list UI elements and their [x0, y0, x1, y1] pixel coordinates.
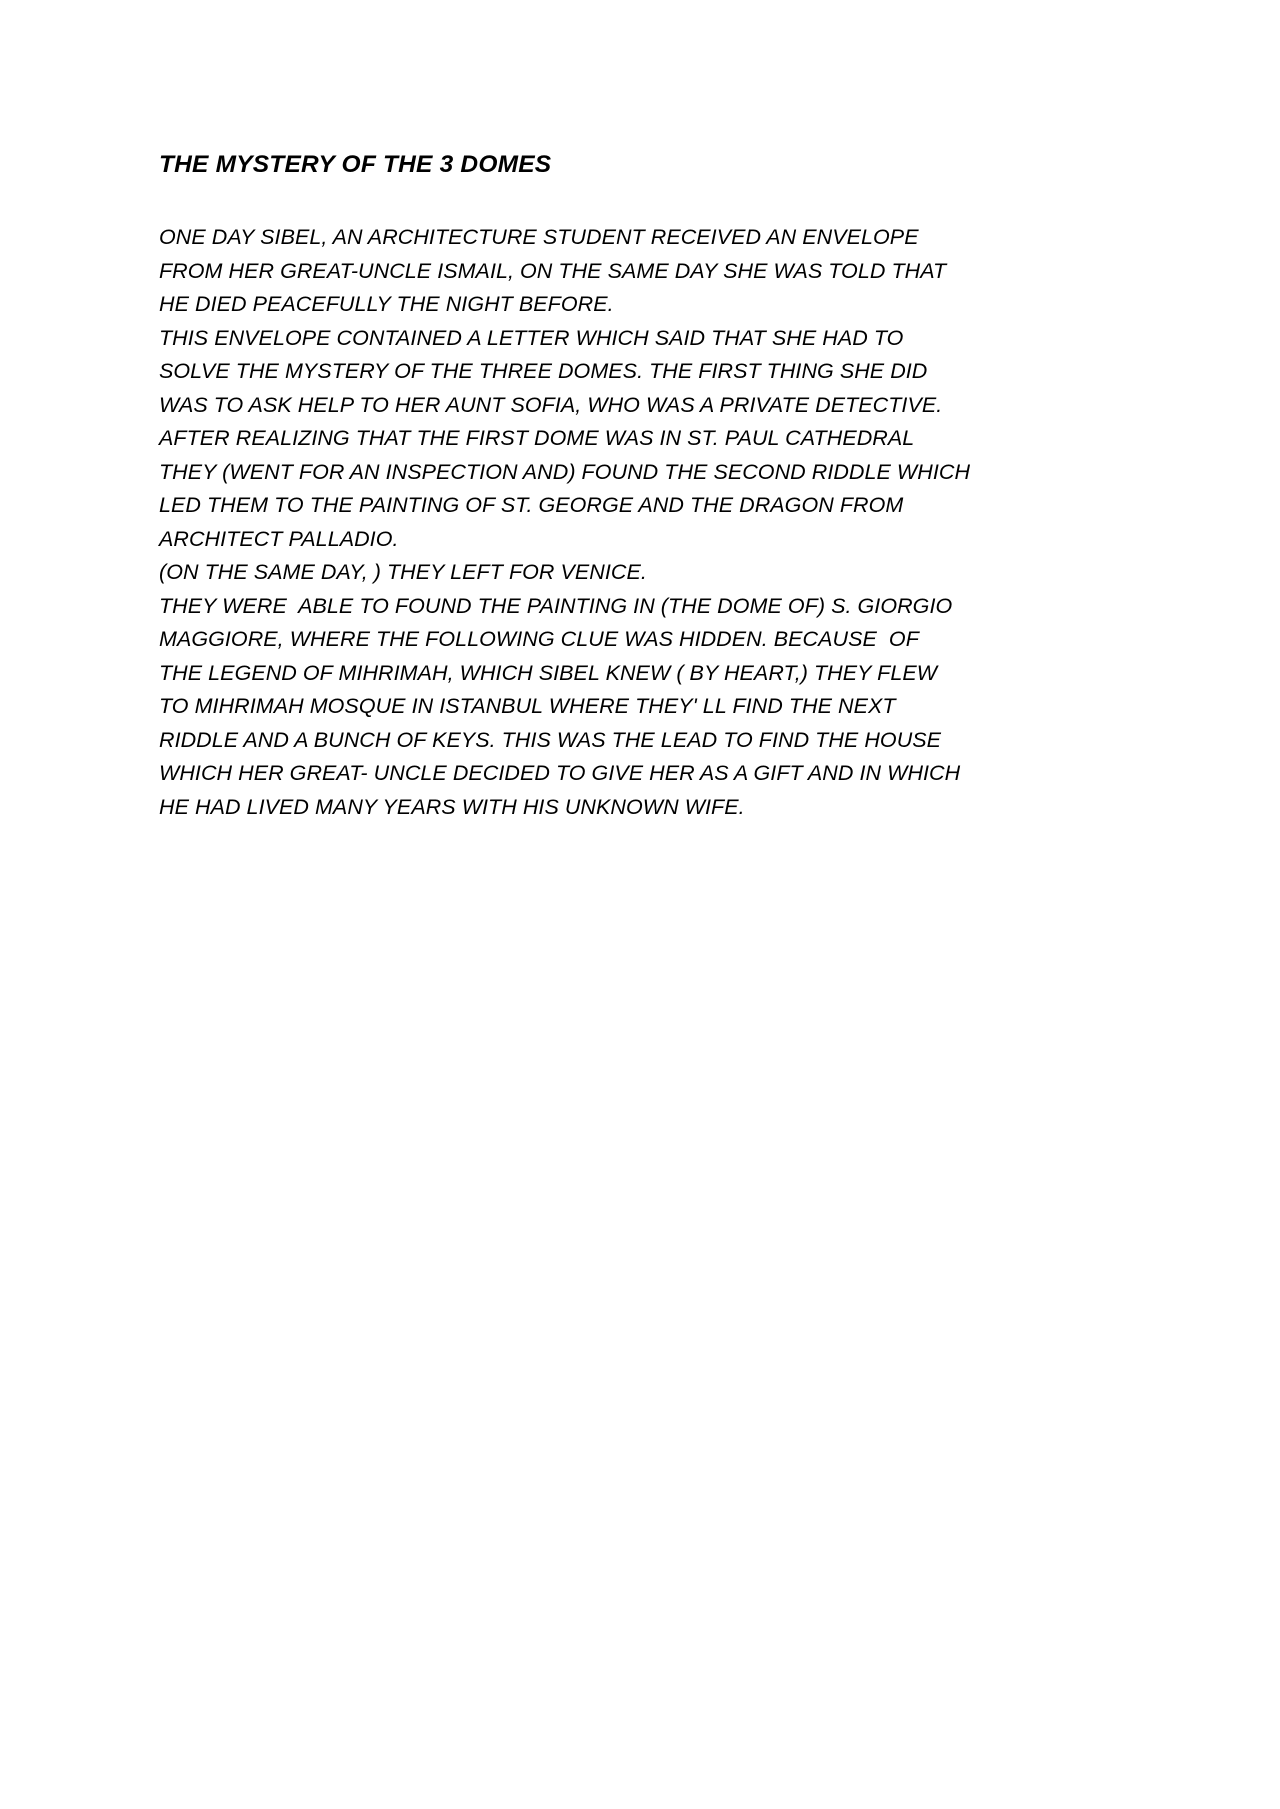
page-title: THE MYSTERY OF THE 3 DOMES: [159, 151, 552, 178]
paragraph-4: [159, 590, 1119, 825]
paragraph-3: [159, 556, 1119, 590]
paragraph-2: [159, 322, 1119, 557]
paragraph-line: TO MIHRIMAH MOSQUE IN ISTANBUL WHERE THEY' LL FIND THE NEXT: [159, 694, 896, 719]
paragraph-line: WHICH HER GREAT- UNCLE DECIDED TO GIVE HER AS A GIFT AND IN WHICH: [159, 761, 961, 786]
paragraph-line: THEY (WENT FOR AN INSPECTION AND) FOUND THE SECOND RIDDLE WHICH: [159, 459, 971, 484]
paragraph-line: THIS ENVELOPE CONTAINED A LETTER WHICH SAID THAT SHE HAD TO: [159, 325, 904, 350]
paragraph-line: ARCHITECT PALLADIO.: [159, 526, 399, 551]
paragraph-line: WAS TO ASK HELP TO HER AUNT SOFIA, WHO WAS A PRIVATE DETECTIVE.: [159, 392, 943, 417]
paragraph-line: (ON THE SAME DAY, ) THEY LEFT FOR VENICE.: [159, 560, 647, 585]
paragraph-line: THE LEGEND OF MIHRIMAH, WHICH SIBEL KNEW ( BY HEART,) THEY FLEW: [159, 660, 938, 685]
paragraph-line: MAGGIORE, WHERE THE FOLLOWING CLUE WAS HIDDEN. BECAUSE OF: [159, 627, 919, 652]
paragraph-line: SOLVE THE MYSTERY OF THE THREE DOMES. THE FIRST THING SHE DID: [159, 359, 928, 384]
paragraph-line: AFTER REALIZING THAT THE FIRST DOME WAS IN ST. PAUL CATHEDRAL: [159, 426, 915, 451]
title-paragraph-gap: [159, 179, 1119, 221]
paragraph-1: [159, 221, 1119, 322]
paragraph-line: THEY WERE ABLE TO FOUND THE PAINTING IN (THE DOME OF) S. GIORGIO: [159, 593, 953, 618]
document-body: [159, 150, 1119, 824]
paragraph-line: LED THEM TO THE PAINTING OF ST. GEORGE AND THE DRAGON FROM: [159, 493, 904, 518]
paragraph-line: FROM HER GREAT-UNCLE ISMAIL, ON THE SAME DAY SHE WAS TOLD THAT: [159, 258, 947, 283]
paragraph-line: RIDDLE AND A BUNCH OF KEYS. THIS WAS THE LEAD TO FIND THE HOUSE: [159, 727, 942, 752]
paragraph-line: ONE DAY SIBEL, AN ARCHITECTURE STUDENT RECEIVED AN ENVELOPE: [159, 225, 919, 250]
paragraph-line: HE HAD LIVED MANY YEARS WITH HIS UNKNOWN WIFE.: [159, 794, 745, 819]
paragraph-line: HE DIED PEACEFULLY THE NIGHT BEFORE.: [159, 292, 614, 317]
